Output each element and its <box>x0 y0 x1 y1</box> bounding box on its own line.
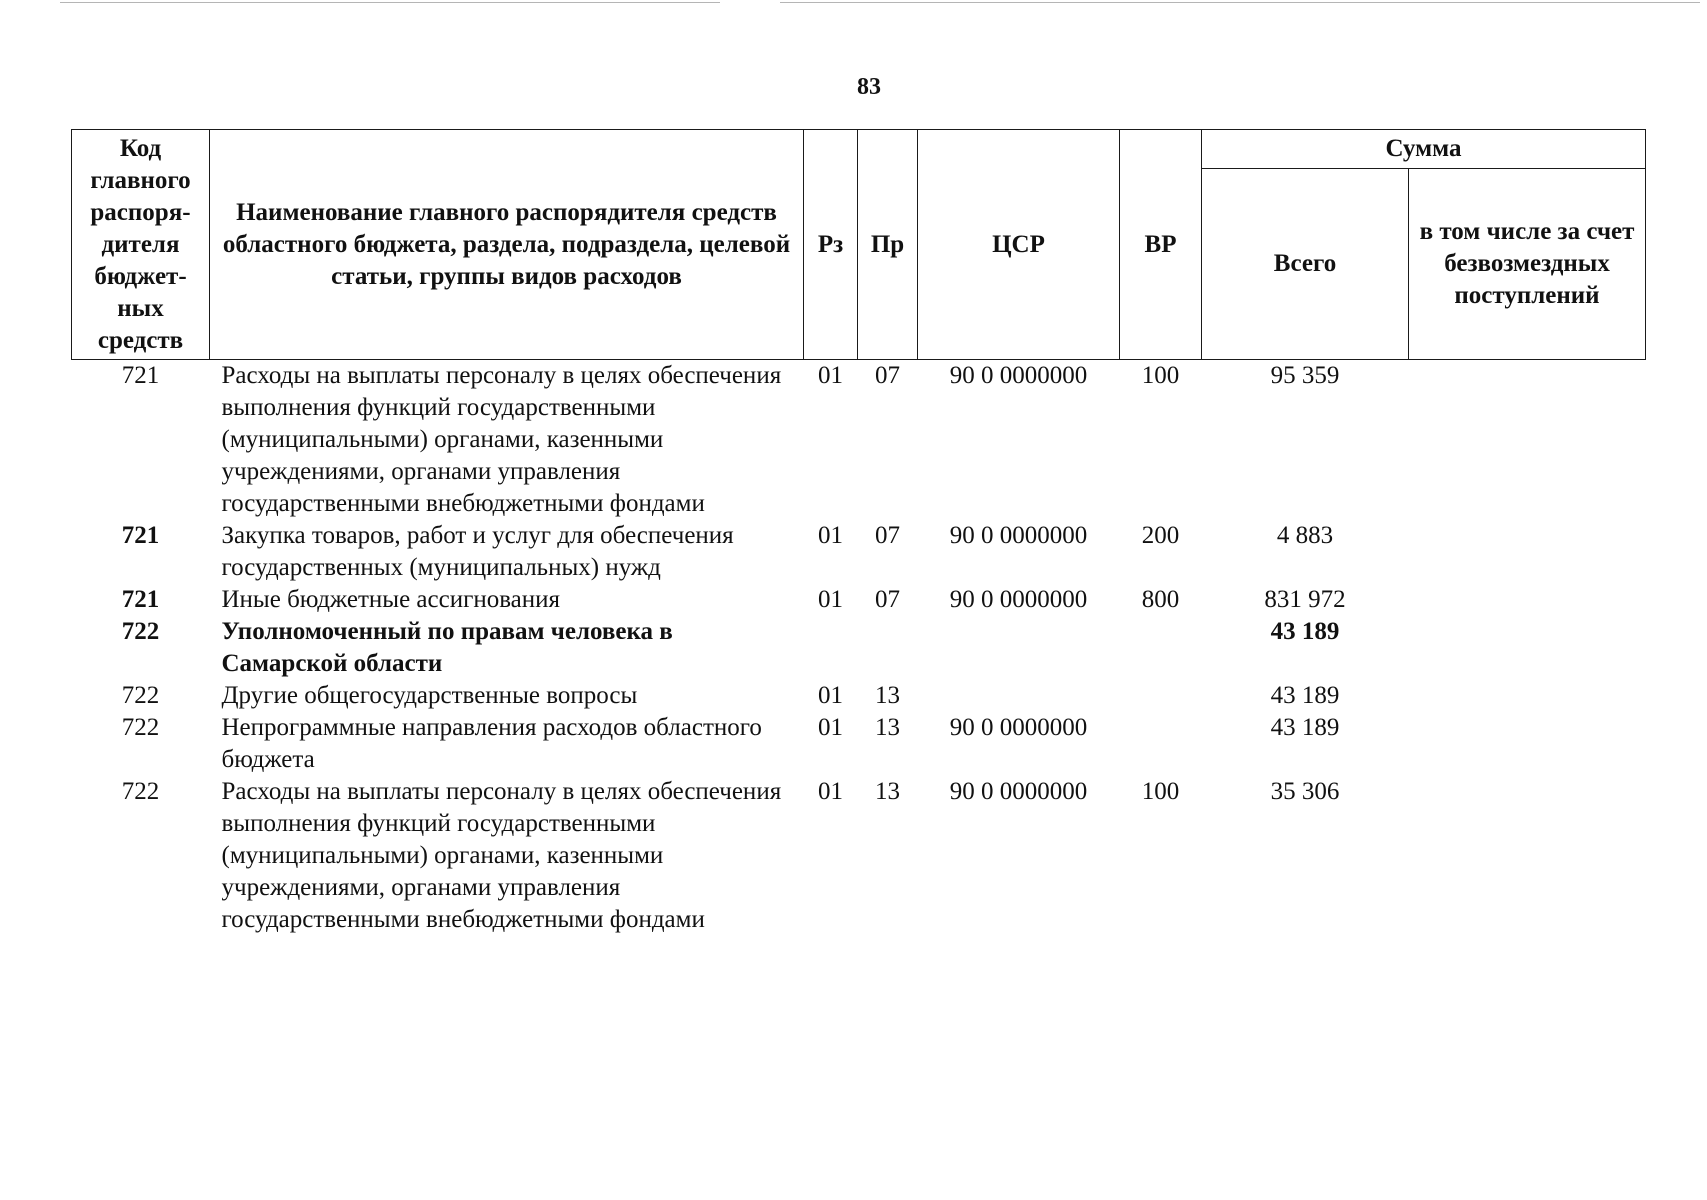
budget-table <box>71 129 1646 936</box>
header-vr: ВР <box>1120 130 1202 360</box>
page-number: 83 <box>857 74 881 100</box>
header-csr: ЦСР <box>918 130 1120 360</box>
row-vr: 800 <box>1141 586 1180 613</box>
row-csr: 90 0 0000000 <box>949 714 1088 741</box>
row-rz: 01 <box>818 778 843 805</box>
row-total: 95 359 <box>1270 362 1340 389</box>
row-rz: 01 <box>818 362 843 389</box>
row-including <box>1409 776 1646 936</box>
row-vr <box>1120 712 1202 776</box>
row-total: 35 306 <box>1270 778 1340 805</box>
table-row <box>72 520 1646 584</box>
row-including <box>1409 680 1646 712</box>
row-including <box>1409 616 1646 680</box>
row-pr: 13 <box>875 714 900 741</box>
row-code: 722 <box>121 778 160 805</box>
header-total: Всего <box>1202 169 1409 360</box>
row-total: 4 883 <box>1276 522 1334 549</box>
table-row <box>72 712 1646 776</box>
row-name: Расходы на выплаты персоналу в целях обеспечения выполнения функций государственными (муниципальными) органами, казенными учреждениями, органами управления государственными внебюджетными фондами <box>221 362 782 517</box>
row-name: Другие общегосударственные вопросы <box>221 682 638 709</box>
table-row <box>72 584 1646 616</box>
row-code: 721 <box>121 586 160 613</box>
row-code: 721 <box>121 362 160 389</box>
row-pr: 07 <box>875 522 900 549</box>
row-code: 722 <box>121 714 160 741</box>
row-csr <box>918 616 1120 680</box>
row-pr: 07 <box>875 586 900 613</box>
row-vr: 100 <box>1141 778 1180 805</box>
row-including <box>1409 712 1646 776</box>
scan-edge-line-right <box>780 2 1700 3</box>
header-including: в том числе за счет безвозмездных поступлений <box>1409 169 1646 360</box>
table-row <box>72 616 1646 680</box>
row-name: Расходы на выплаты персоналу в целях обеспечения выполнения функций государственными (муниципальными) органами, казенными учреждениями, органами управления государственными внебюджетными фондами <box>221 778 782 933</box>
row-csr <box>918 680 1120 712</box>
row-pr: 07 <box>875 362 900 389</box>
row-vr <box>1120 680 1202 712</box>
row-name: Иные бюджетные ассигнования <box>221 586 561 613</box>
row-rz: 01 <box>818 522 843 549</box>
row-including <box>1409 584 1646 616</box>
row-csr: 90 0 0000000 <box>949 586 1088 613</box>
row-total: 43 189 <box>1270 618 1340 645</box>
header-sum: Сумма <box>1202 130 1646 169</box>
row-including <box>1409 520 1646 584</box>
row-pr <box>858 616 918 680</box>
row-rz: 01 <box>818 682 843 709</box>
row-vr: 100 <box>1141 362 1180 389</box>
row-rz <box>804 616 858 680</box>
header-rz: Рз <box>804 130 858 360</box>
row-rz: 01 <box>818 586 843 613</box>
row-vr <box>1120 616 1202 680</box>
row-name: Непрограммные направления расходов областного бюджета <box>221 714 762 773</box>
row-csr: 90 0 0000000 <box>949 362 1088 389</box>
row-pr: 13 <box>875 682 900 709</box>
row-code: 722 <box>121 618 160 645</box>
row-code: 721 <box>121 522 160 549</box>
scan-edge-line-left <box>60 2 720 3</box>
row-code: 722 <box>121 682 160 709</box>
table-row <box>72 680 1646 712</box>
row-including <box>1409 360 1646 521</box>
row-total: 43 189 <box>1270 682 1340 709</box>
row-name: Уполномоченный по правам человека в Самарской области <box>221 618 673 677</box>
row-total: 831 972 <box>1264 586 1346 613</box>
row-csr: 90 0 0000000 <box>949 522 1088 549</box>
header-code: Код главного распоря-дителя бюджет-ных средств <box>72 130 210 360</box>
header-pr: Пр <box>858 130 918 360</box>
row-rz: 01 <box>818 714 843 741</box>
row-total: 43 189 <box>1270 714 1340 741</box>
table-row <box>72 360 1646 521</box>
table-row <box>72 776 1646 936</box>
row-csr: 90 0 0000000 <box>949 778 1088 805</box>
row-name: Закупка товаров, работ и услуг для обеспечения государственных (муниципальных) нужд <box>221 522 734 581</box>
header-name: Наименование главного распорядителя средств областного бюджета, раздела, подраздела, целевой статьи, группы видов расходов <box>210 130 804 360</box>
row-pr: 13 <box>875 778 900 805</box>
row-vr: 200 <box>1141 522 1180 549</box>
